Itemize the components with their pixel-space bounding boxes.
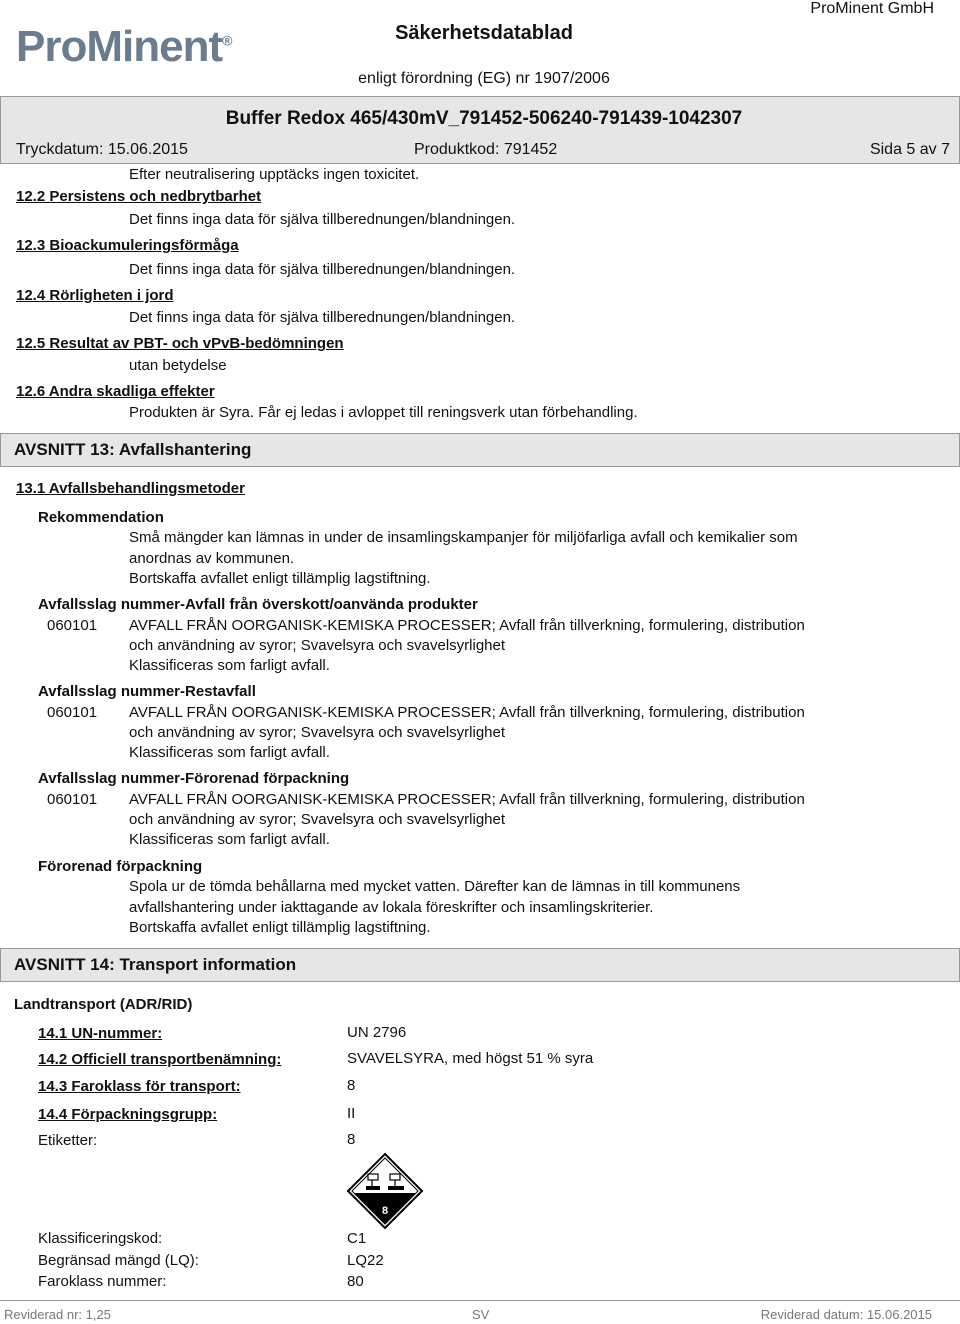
print-date: Tryckdatum: 15.06.2015 [16,141,188,158]
labels-label: Etiketter: [38,1132,98,1149]
extra-value: 80 [347,1273,364,1290]
transport-label: 14.2 Officiell transportbenämning: [38,1051,282,1068]
waste-line: AVFALL FRÅN OORGANISK-KEMISKA PROCESSER; Avfall från tillverkning, formulering, distribution [129,704,805,721]
waste-line: och användning av syror; Svavelsyra och svavelsyrlighet [129,811,506,828]
section14-title: AVSNITT 14: Transport information [14,955,297,974]
waste-code: 060101 [47,617,98,634]
subsection-12-5-heading: 12.5 Resultat av PBT- och vPvB-bedömningen [16,335,344,352]
document-title: Säkerhetsdatablad [395,22,573,44]
page-number: Sida 5 av 7 [869,141,950,158]
extra-label: Klassificeringskod: [38,1230,163,1247]
corrosive-hazard-pictogram-icon [346,1152,424,1230]
footer-divider [0,1300,960,1301]
section13-title: AVSNITT 13: Avfallshantering [14,440,252,459]
extra-value: LQ22 [347,1252,384,1269]
subsection-12-2-heading: 12.2 Persistens och nedbrytbarhet [16,188,262,205]
contaminated-line: avfallshantering under iakttagande av lokala föreskrifter och insamlingskriterier. [129,899,654,916]
product-code: Produktkod: 791452 [414,141,558,158]
extra-value: C1 [347,1230,367,1247]
waste-line: AVFALL FRÅN OORGANISK-KEMISKA PROCESSER; Avfall från tillverkning, formulering, distribution [129,617,805,634]
subsection-12-4-text: Det finns inga data för själva tillberednungen/blandningen. [129,309,516,326]
waste-group-label: Avfallsslag nummer-Avfall från överskott/oanvända produkter [38,596,478,613]
waste-group-label: Avfallsslag nummer-Förorenad förpackning [38,770,350,787]
waste-line: AVFALL FRÅN OORGANISK-KEMISKA PROCESSER; Avfall från tillverkning, formulering, distribution [129,791,805,808]
transport-value: SVAVELSYRA, med högst 51 % syra [347,1050,594,1067]
subsection-12-3-text: Det finns inga data för själva tillberednungen/blandningen. [129,261,516,278]
transport-value: UN 2796 [347,1024,407,1041]
regulation-line: enligt förordning (EG) nr 1907/2006 [358,70,610,87]
logo-registered-mark: ® [222,32,232,49]
product-name: Buffer Redox 465/430mV_791452-506240-791439-1042307 [225,108,743,129]
waste-code: 060101 [47,791,98,808]
waste-line: Klassificeras som farligt avfall. [129,744,330,761]
subsection-12-4-heading: 12.4 Rörligheten i jord [16,287,174,304]
company-name: ProMinent GmbH [810,0,934,17]
recommendation-line: Små mängder kan lämnas in under de insamlingskampanjer för miljöfarliga avfall och kemikalier som [129,529,798,546]
subsection-12-6-heading: 12.6 Andra skadliga effekter [16,383,215,400]
subsection-12-3-heading: 12.3 Bioackumuleringsförmåga [16,237,239,254]
pictogram-class-number: 8 [381,1205,389,1217]
extra-label: Faroklass nummer: [38,1273,167,1290]
waste-line: Klassificeras som farligt avfall. [129,657,330,674]
waste-line: och användning av syror; Svavelsyra och svavelsyrlighet [129,637,506,654]
logo-text: ProMinent [16,22,223,71]
contaminated-line: Spola ur de tömda behållarna med mycket vatten. Därefter kan de lämnas in till kommunens [129,878,741,895]
transport-value: 8 [347,1077,356,1094]
waste-line: och användning av syror; Svavelsyra och svavelsyrlighet [129,724,506,741]
revised-date: Reviderad datum: 15.06.2015 [760,1307,932,1322]
waste-code: 060101 [47,704,98,721]
subsection-13-1-heading: 13.1 Avfallsbehandlingsmetoder [16,480,245,497]
subsection-12-6-text: Produkten är Syra. Får ej ledas i avloppet till reningsverk utan förbehandling. [129,404,638,421]
contaminated-packaging-label: Förorenad förpackning [38,858,203,875]
contaminated-line: Bortskaffa avfallet enligt tillämplig lagstiftning. [129,919,431,936]
subsection-12-5-text: utan betydelse [129,357,227,374]
transport-label: 14.1 UN-nummer: [38,1025,163,1042]
recommendation-line: Bortskaffa avfallet enligt tillämplig lagstiftning. [129,570,431,587]
waste-line: Klassificeras som farligt avfall. [129,831,330,848]
transport-label: 14.3 Faroklass för transport: [38,1078,241,1095]
extra-label: Begränsad mängd (LQ): [38,1252,199,1269]
waste-group-label: Avfallsslag nummer-Restavfall [38,683,256,700]
language-code: SV [472,1307,490,1322]
section12-intro: Efter neutralisering upptäcks ingen toxicitet. [129,166,420,183]
land-transport-heading: Landtransport (ADR/RID) [14,996,193,1013]
subsection-12-2-text: Det finns inga data för själva tillberednungen/blandningen. [129,211,516,228]
transport-value: II [347,1105,356,1122]
recommendation-line: anordnas av kommunen. [129,550,295,567]
revision-number: Reviderad nr: 1,25 [4,1307,111,1322]
recommendation-label: Rekommendation [38,509,164,526]
transport-label: 14.4 Förpackningsgrupp: [38,1106,218,1123]
labels-value: 8 [347,1131,356,1148]
